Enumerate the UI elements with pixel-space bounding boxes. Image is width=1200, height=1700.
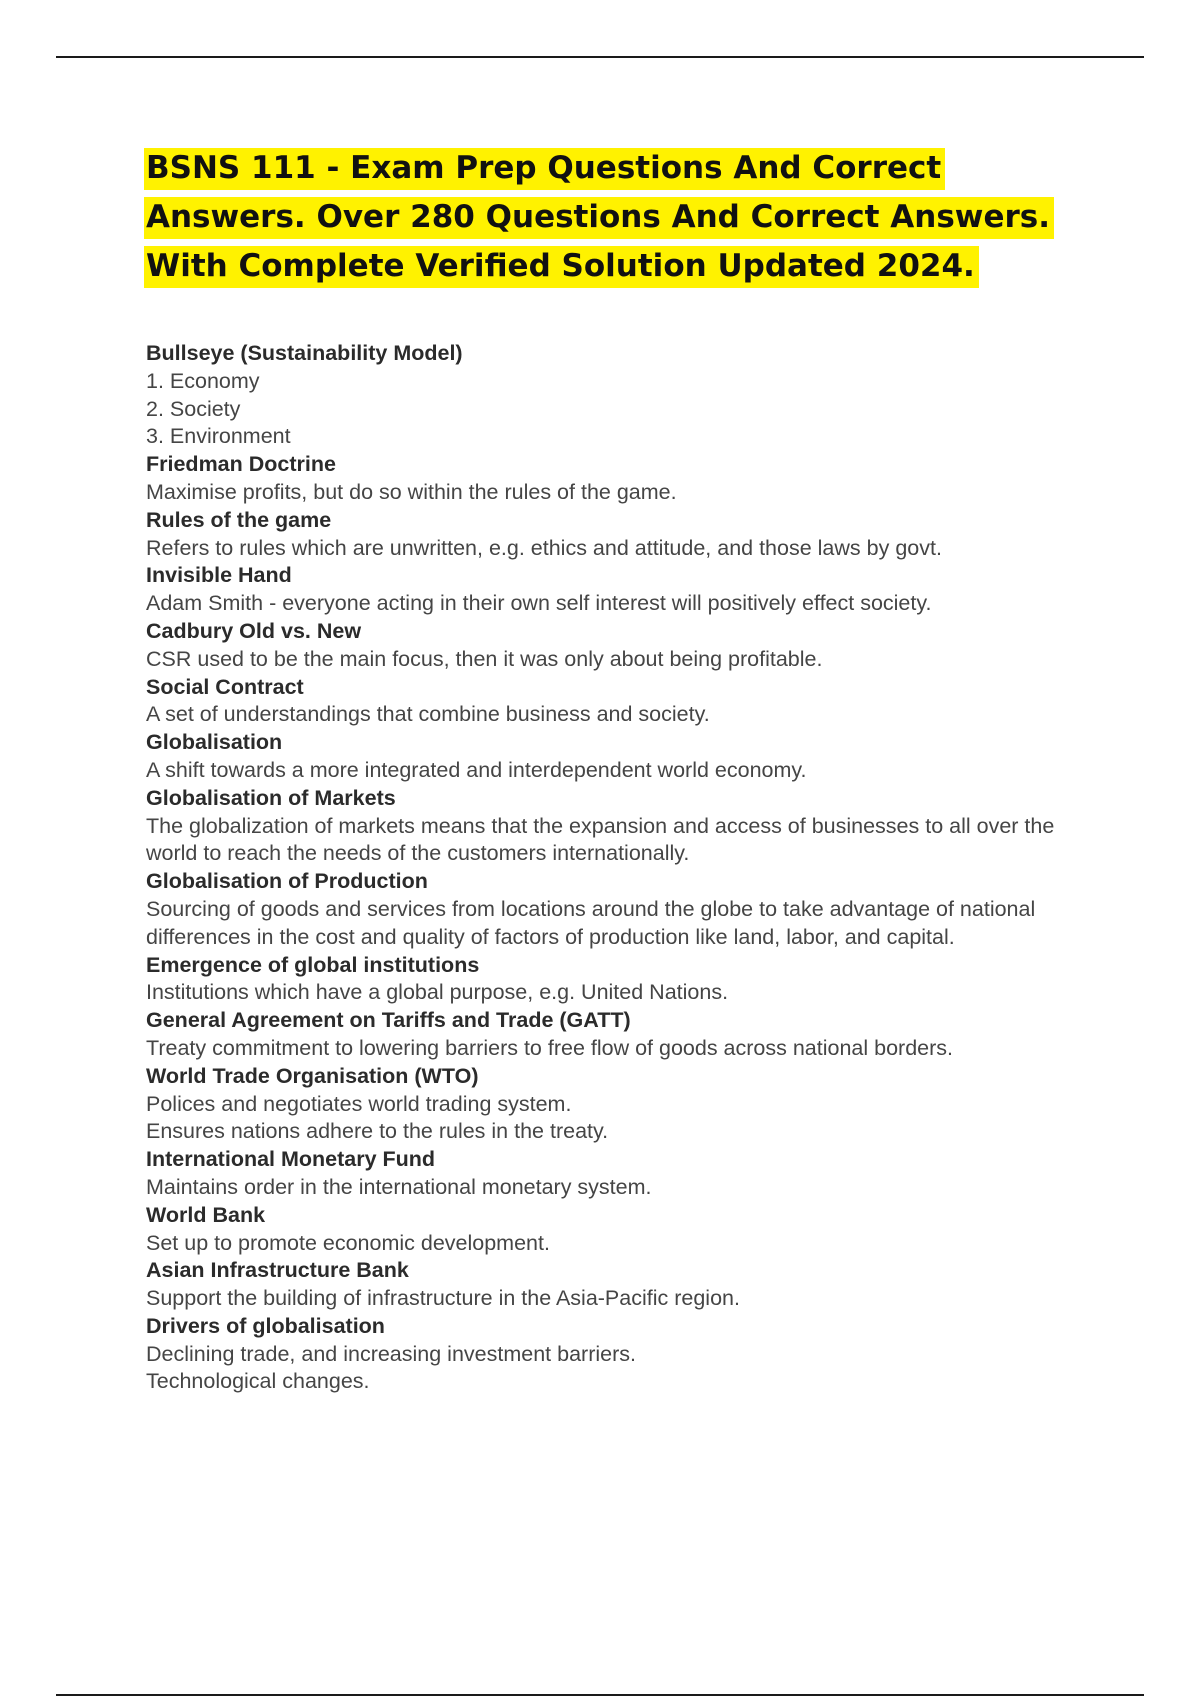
entry-term: Rules of the game bbox=[146, 507, 332, 532]
entry-definition: Declining trade, and increasing investment barriers. bbox=[146, 1341, 636, 1366]
entry-definition: A set of understandings that combine business and society. bbox=[146, 702, 710, 727]
entry-definition: Support the building of infrastructure in the Asia-Pacific region. bbox=[146, 1286, 740, 1311]
entry-definition: The globalization of markets means that the expansion and access of businesses to all over the world to reach the needs of the customers internationally. bbox=[146, 813, 1055, 866]
entry-term: Asian Infrastructure Bank bbox=[146, 1258, 409, 1283]
document-title-text: BSNS 111 - Exam Prep Questions And Correct Answers. Over 280 Questions And Correct Answers. With Complete Verified Solution Updated 2024. bbox=[144, 148, 1054, 288]
entry-term: Invisible Hand bbox=[146, 563, 292, 588]
entry-term: World Bank bbox=[146, 1202, 266, 1227]
top-rule bbox=[56, 56, 1144, 58]
entry-definition: 3. Environment bbox=[146, 424, 291, 449]
entry-term: Drivers of globalisation bbox=[146, 1313, 385, 1338]
entry-term: Bullseye (Sustainability Model) bbox=[146, 341, 463, 365]
entry-definition: Sourcing of goods and services from locations around the globe to take advantage of national differences in the cost and quality of factors of production like land, labor, and capital. bbox=[146, 896, 1036, 949]
entry-term: Cadbury Old vs. New bbox=[146, 618, 362, 643]
entry-term: Globalisation of Markets bbox=[146, 785, 396, 810]
entry-definition: CSR used to be the main focus, then it was only about being profitable. bbox=[146, 646, 823, 671]
entry-definition: Polices and negotiates world trading system. bbox=[146, 1091, 572, 1116]
entry-definition: Institutions which have a global purpose, e.g. United Nations. bbox=[146, 980, 729, 1005]
entry-definition: Refers to rules which are unwritten, e.g. ethics and attitude, and those laws by govt. bbox=[146, 535, 942, 560]
entry-term: Globalisation bbox=[146, 730, 283, 755]
entry-definition: Maintains order in the international monetary system. bbox=[146, 1174, 652, 1199]
entry-definition: Technological changes. bbox=[146, 1369, 370, 1394]
entry-term: International Monetary Fund bbox=[146, 1147, 436, 1172]
entry-term: Social Contract bbox=[146, 674, 304, 699]
entry-definition: Treaty commitment to lowering barriers to free flow of goods across national borders. bbox=[146, 1035, 953, 1060]
entry-definition: Maximise profits, but do so within the rules of the game. bbox=[146, 479, 677, 504]
document-title bbox=[144, 144, 1094, 291]
entry-term: World Trade Organisation (WTO) bbox=[146, 1063, 479, 1088]
entry-term: Friedman Doctrine bbox=[146, 452, 336, 477]
entry-definition: Adam Smith - everyone acting in their own self interest will positively effect society. bbox=[146, 591, 932, 616]
flashcard-list bbox=[146, 340, 1086, 1396]
entry-definition: Ensures nations adhere to the rules in the treaty. bbox=[146, 1119, 609, 1144]
entry-term: Globalisation of Production bbox=[146, 869, 428, 894]
bottom-rule bbox=[56, 1694, 1144, 1696]
entry-definition: 1. Economy bbox=[146, 368, 260, 393]
entry-definition: 2. Society bbox=[146, 396, 241, 421]
entry-term: General Agreement on Tariffs and Trade (GATT) bbox=[146, 1008, 631, 1033]
entry-definition: A shift towards a more integrated and interdependent world economy. bbox=[146, 757, 807, 782]
entry-term: Emergence of global institutions bbox=[146, 952, 480, 977]
entry-definition: Set up to promote economic development. bbox=[146, 1230, 550, 1255]
